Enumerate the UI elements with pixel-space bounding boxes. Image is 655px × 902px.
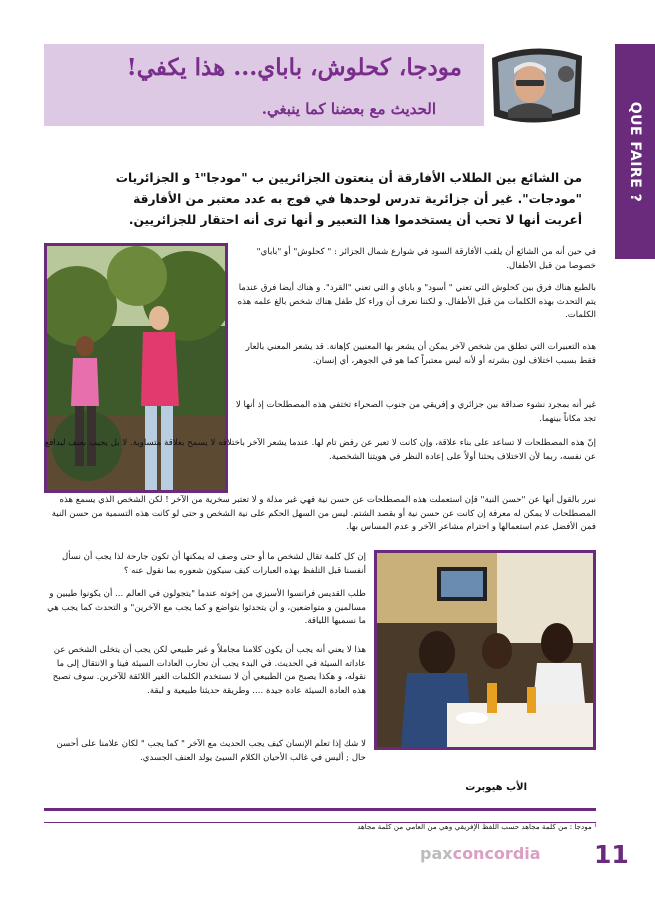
body-paragraph-1: في حين أنه من الشائع أن يلقب الأفارقة السود في شوارع شمال الجزائر : " كحلوش" أو "باباي" خصوصا من قبل الأطفال. <box>256 247 596 271</box>
body-paragraph-2: بالطبع هناك فرق بين كحلوش التي تعني " أسود" و باباي و التي تعني "القرد". و هناك أيضا فرق عندما يتم التحدث بهذه الكلمات من قبل الأطفال. و لكننا نعرف أن وراء كل طفل هناك شخص بالغ علمه هذه الكلمات. <box>237 283 596 320</box>
intro-paragraph: من الشائع بين الطلاب الأفارقة أن ينعتون الجزائريين ب "مودجا"¹ و الجزائريات "مودجات". غير أن جزائرية تدرس لوحدها في فوج به عدد معتبر من الأفارقة أعربت أنها لا تحب أن يستخدموا هذا التعبير و أنها ترى أنه احتقار للجزائريين. <box>115 171 582 228</box>
car-mirror-photo <box>486 44 586 126</box>
section-tab <box>615 44 655 259</box>
body-paragraph-10: لا شك إذا تعلم الإنسان كيف يجب الحديث مع الآخر " كما يجب " لكان علامنا على أحسن حال ; أليس في غالب الأحيان الكلام السيئ يولد العنف الجسدي. <box>56 739 366 763</box>
body-paragraph-5: إنّ هذه المصطلحات لا تساعد على بناء علاقة، وإن كانت لا تعبر عن رفض تام لها. عندما يشعر الآخر باختلافه لا يسمح بعلاقة متساوية. لا بل يجيب بعنف ليدافع عن نفسه، ربما لأن الاختلاف يحثنا أولاً على إعادة النظر في هويتنا الشخصية. <box>44 438 596 462</box>
footnote: ¹ مودجا : من كلمة مجاهد حسب اللفظ الإفريقي وهي من العامي من كلمة مجاهد <box>357 822 597 831</box>
body-paragraph-6: نبرر بالقول أنها عن "حسن النية" فإن استعملت هذه المصطلحات عن حسن نية فهي غير مذلة و لا تعتبر سخرية من الآخر ! لكن الشخص الذي يسمع هذه المصطلحات لا يمكن له معرفة إن كانت عن حسن نية أو بقصد الشتم. ليس من السهل الحكم على نية الشخص و حتى لو كانت هذه التسمية من حسن النية فمن الأفضل عدم استعمالها و احترام مشاعر الآخر و عدم المساس بها. <box>51 495 596 532</box>
logo-concordia: concordia <box>452 844 541 863</box>
title-box <box>44 44 484 126</box>
section-tab-label: QUE FAIRE ? <box>627 101 643 202</box>
body-paragraph-7: إن كل كلمة تقال لشخص ما أو حتى وصف له يمكنها أن تكون جارحة لذا يجب أن نسأل أنفسنا قبل التلفظ بهذه العبارات كيف سيكون شعوره بما نقول عنه ؟ <box>62 552 366 576</box>
body-paragraph-3: هذه التعبيرات التي تطلق من شخص لآخر يمكن أن يشعر بها المعنيين كإهانة. قد يشعر المعني بالعار فقط بسبب اختلاف لون بشرته أو لأنه ليس معتبراً كما هو في الجوهر، أي إنسان. <box>245 342 596 366</box>
body-paragraph-9: هذا لا يعني أنه يجب أن يكون كلامنا مجاملاً و غير طبيعي لكن يجب أن يتخلى الشخص عن عاداته السيئة في الحديث. في البدء يجب أن نحارب العادات السيئة فينا و الانتقال إلى ما نقوله، و هكذا يصبح من الطبيعي أن لا نستخدم الكلمات الغير اللائقة للآخرين. سوف تصبح هذه العادة السيئة عادة جيدة .... وطريقة حديثنا طبيعية و لبقة. <box>52 645 366 696</box>
body-paragraph-4: غير أنه بمجرد نشوء صداقة بين جزائري و إفريقي من جنوب الصحراء تختفي هذه المصطلحات إذ أنها لا تجد مكاناً بينهما. <box>235 400 596 424</box>
logo-pax: pax <box>420 844 453 863</box>
body-paragraph-8: طلب القديس فرانسوا الأسيزي من إخوته عندما "يتجولون في العالم ... أن يكونوا طيبين و مسالمين و متواضعين، و أن يتحدثوا بتواضع و كما يجب مع الآخرين" و التحدث كما يجب هي ما نسميها اللياقة. <box>47 589 366 626</box>
author-signature: الأب هيوبرت <box>465 782 527 793</box>
page-number: 11 <box>594 840 629 869</box>
page-subtitle: الحديث مع بعضنا كما ينبغي. <box>261 100 436 118</box>
section-rule <box>44 808 596 811</box>
dinner-photo <box>374 550 596 750</box>
page-title: مودجا، كحلوش، باباي... هذا يكفي! <box>126 54 462 81</box>
pax-concordia-logo <box>420 844 541 863</box>
